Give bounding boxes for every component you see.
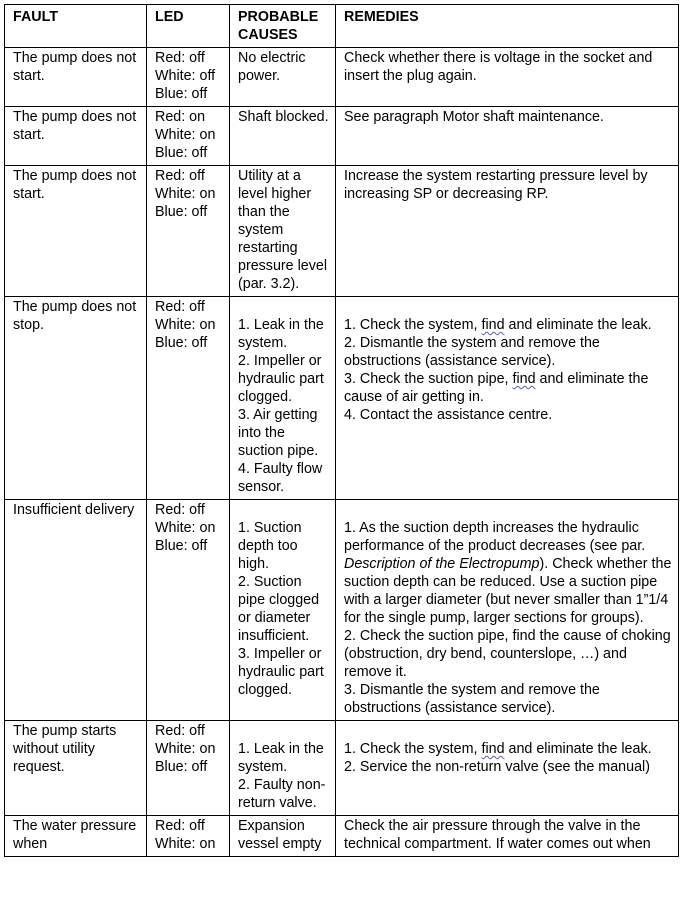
led-status-line: Blue: off — [155, 538, 208, 554]
cause-item: 2. Impeller or hydraulic part clogged. — [238, 353, 324, 405]
spellcheck-word: find — [481, 317, 505, 333]
remedy-item — [344, 316, 675, 334]
table-row — [5, 48, 679, 107]
cause-item: Expansion vessel empty — [238, 818, 322, 852]
spellcheck-word: find — [512, 371, 536, 387]
led-status-line: White: on — [155, 741, 216, 757]
remedy-item — [344, 817, 675, 853]
led-status-line: Blue: off — [155, 204, 208, 220]
remedy-item — [344, 108, 675, 126]
cause-item: 3. Air getting into the suction pipe. — [238, 407, 319, 459]
cause-item: 2. Suction pipe clogged or diameter insufficient. — [238, 574, 320, 644]
led-status-line: Red: off — [155, 818, 205, 834]
cause-item: Utility at a level higher than the system restarting pressure level (par. 3.2). — [238, 168, 327, 292]
remedy-item — [344, 758, 675, 776]
remedy-item — [344, 681, 675, 717]
fault-cell: Insufficient delivery — [5, 500, 147, 721]
led-cell — [147, 166, 230, 297]
remedy-cell — [336, 721, 679, 816]
remedy-text: 4. Contact the assistance centre. — [344, 407, 553, 423]
probable-cause-cell — [230, 721, 336, 816]
remedy-text: 3. Dismantle the system and remove the obstructions (assistance service). — [344, 682, 600, 716]
table-body — [5, 48, 679, 857]
remedy-text: 1. Check the system, — [344, 317, 482, 333]
remedy-cell — [336, 166, 679, 297]
table-row — [5, 721, 679, 816]
remedy-cell — [336, 48, 679, 107]
table-row — [5, 107, 679, 166]
led-cell — [147, 297, 230, 500]
cause-item: Shaft blocked. — [238, 109, 329, 125]
remedy-text: and eliminate the leak. — [504, 741, 652, 757]
remedy-cell — [336, 500, 679, 721]
remedy-text: 1. As the suction depth increases the hydraulic performance of the product decreases (see par. — [344, 520, 646, 554]
fault-cell: The pump does not stop. — [5, 297, 147, 500]
led-status-line: Blue: off — [155, 335, 208, 351]
fault-cell: The pump does not start. — [5, 166, 147, 297]
probable-cause-cell — [230, 816, 336, 857]
remedy-text: ). Check whether the suction depth can be reduced. Use a suction pipe with a larger diameter (but never smaller than 1”1/4 for the single pump, larger sections for groups). — [344, 556, 672, 626]
cause-item: 4. Faulty flow sensor. — [238, 461, 323, 495]
led-status-line: Red: off — [155, 299, 205, 315]
remedy-cell — [336, 297, 679, 500]
led-status-line: White: on — [155, 127, 216, 143]
led-status-line: Red: off — [155, 50, 205, 66]
led-cell — [147, 816, 230, 857]
led-status-line: Blue: off — [155, 759, 208, 775]
cause-item: 2. Faulty non-return valve. — [238, 777, 326, 811]
probable-cause-cell — [230, 500, 336, 721]
cell-spacer — [238, 501, 332, 519]
header-fault: FAULT — [5, 5, 147, 48]
probable-cause-cell — [230, 297, 336, 500]
led-status-line: Red: on — [155, 109, 206, 125]
led-cell — [147, 107, 230, 166]
table-row — [5, 816, 679, 857]
remedy-text: 1. Check the system, — [344, 741, 482, 757]
probable-cause-cell — [230, 107, 336, 166]
cell-spacer — [344, 298, 675, 316]
remedy-text: Check the air pressure through the valve in the technical compartment. If water comes out when — [344, 818, 651, 852]
led-status-line: Blue: off — [155, 86, 208, 102]
cause-item: 1. Leak in the system. — [238, 317, 324, 351]
remedy-text: 2. Service the non-return valve (see the manual) — [344, 759, 650, 775]
remedy-text: 2. Dismantle the system and remove the obstructions (assistance service). — [344, 335, 600, 369]
remedy-reference: Description of the Electropump — [344, 556, 540, 572]
led-status-line: Red: off — [155, 168, 205, 184]
led-cell — [147, 500, 230, 721]
remedy-item — [344, 406, 675, 424]
cell-spacer — [238, 722, 332, 740]
fault-cell: The water pressure when — [5, 816, 147, 857]
led-status-line: White: on — [155, 520, 216, 536]
remedy-cell — [336, 816, 679, 857]
table-row — [5, 297, 679, 500]
probable-cause-cell — [230, 48, 336, 107]
header-led: LED — [147, 5, 230, 48]
table-row — [5, 500, 679, 721]
header-remedies: REMEDIES — [336, 5, 679, 48]
remedy-item — [344, 627, 675, 681]
fault-cell: The pump starts without utility request. — [5, 721, 147, 816]
remedy-item — [344, 334, 675, 370]
cause-item: 1. Suction depth too high. — [238, 520, 302, 572]
remedy-text: 3. Check the suction pipe, — [344, 371, 513, 387]
remedy-text: Check whether there is voltage in the socket and insert the plug again. — [344, 50, 653, 84]
cause-item: 1. Leak in the system. — [238, 741, 324, 775]
led-status-line: Blue: off — [155, 145, 208, 161]
led-status-line: White: on — [155, 186, 216, 202]
led-status-line: Red: off — [155, 723, 205, 739]
led-status-line: Red: off — [155, 502, 205, 518]
table-row — [5, 166, 679, 297]
remedy-cell — [336, 107, 679, 166]
troubleshooting-table — [4, 4, 679, 857]
remedy-text: See paragraph Motor shaft maintenance. — [344, 109, 604, 125]
remedy-item — [344, 167, 675, 203]
cause-item: 3. Impeller or hydraulic part clogged. — [238, 646, 324, 698]
fault-cell: The pump does not start. — [5, 107, 147, 166]
cell-spacer — [344, 501, 675, 519]
spellcheck-word: find — [481, 741, 505, 757]
fault-cell: The pump does not start. — [5, 48, 147, 107]
cell-spacer — [238, 298, 332, 316]
remedy-item — [344, 370, 675, 406]
remedy-item — [344, 740, 675, 758]
led-cell — [147, 48, 230, 107]
header-row — [5, 5, 679, 48]
cell-spacer — [344, 722, 675, 740]
remedy-item — [344, 519, 675, 627]
remedy-text: and eliminate the leak. — [504, 317, 652, 333]
probable-cause-cell — [230, 166, 336, 297]
remedy-text: Increase the system restarting pressure level by increasing SP or decreasing RP. — [344, 168, 648, 202]
cause-item: No electric power. — [238, 50, 306, 84]
led-status-line: White: on — [155, 317, 216, 333]
remedy-item — [344, 49, 675, 85]
remedy-text: 2. Check the suction pipe, find the cause of choking (obstruction, dry bend, counterslope, …) and remove it. — [344, 628, 671, 680]
header-probable-causes: PROBABLE CAUSES — [230, 5, 336, 48]
led-status-line: White: off — [155, 68, 216, 84]
led-cell — [147, 721, 230, 816]
led-status-line: White: on — [155, 836, 216, 852]
remedy-text: and eliminate the cause of air getting in. — [344, 371, 649, 405]
